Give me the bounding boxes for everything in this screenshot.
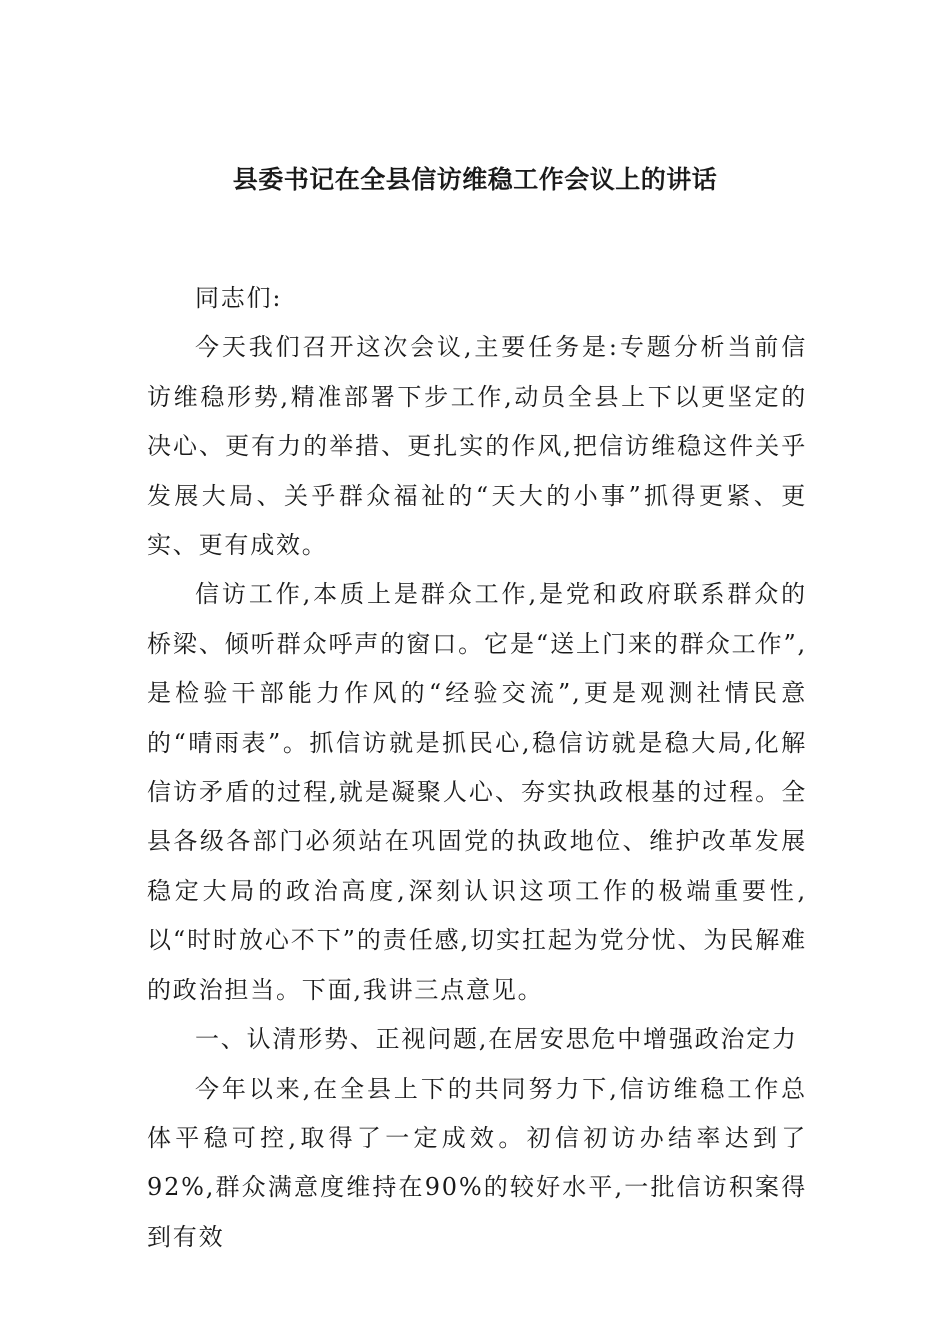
paragraph-petition-work: 信访工作,本质上是群众工作,是党和政府联系群众的桥梁、倾听群众呼声的窗口。它是“送上门来的群众工作”,是检验干部能力作风的“经验交流”,更是观测社情民意的“晴雨表”。抓信访就是抓民心,稳信访就是稳大局,化解信访矛盾的过程,就是凝聚人心、夯实执政根基的过程。全县各级各部门必须站在巩固党的执政地位、维护改革发展稳定大局的政治高度,深刻认识这项工作的极端重要性,以“时时放心不下”的责任感,切实扛起为党分忧、为民解难的政治担当。下面,我讲三点意见。: [147, 580, 807, 1004]
document-body: [147, 274, 807, 1262]
salutation: 同志们:: [195, 284, 283, 312]
paragraph-achievements: 今年以来,在全县上下的共同努力下,信访维稳工作总体平稳可控,取得了一定成效。初信初访办结率达到了92%,群众满意度维持在90%的较好水平,一批信访积案得到有效: [147, 1074, 807, 1251]
document-title: 县委书记在全县信访维稳工作会议上的讲话: [232, 165, 718, 194]
section-heading-1: 一、认清形势、正视问题,在居安思危中增强政治定力: [195, 1025, 798, 1054]
paragraph-intro: 今天我们召开这次会议,主要任务是:专题分析当前信访维稳形势,精准部署下步工作,动员全县上下以更坚定的决心、更有力的举措、更扎实的作风,把信访维稳这件关乎发展大局、关乎群众福祉的“天大的小事”抓得更紧、更实、更有成效。: [147, 333, 807, 560]
